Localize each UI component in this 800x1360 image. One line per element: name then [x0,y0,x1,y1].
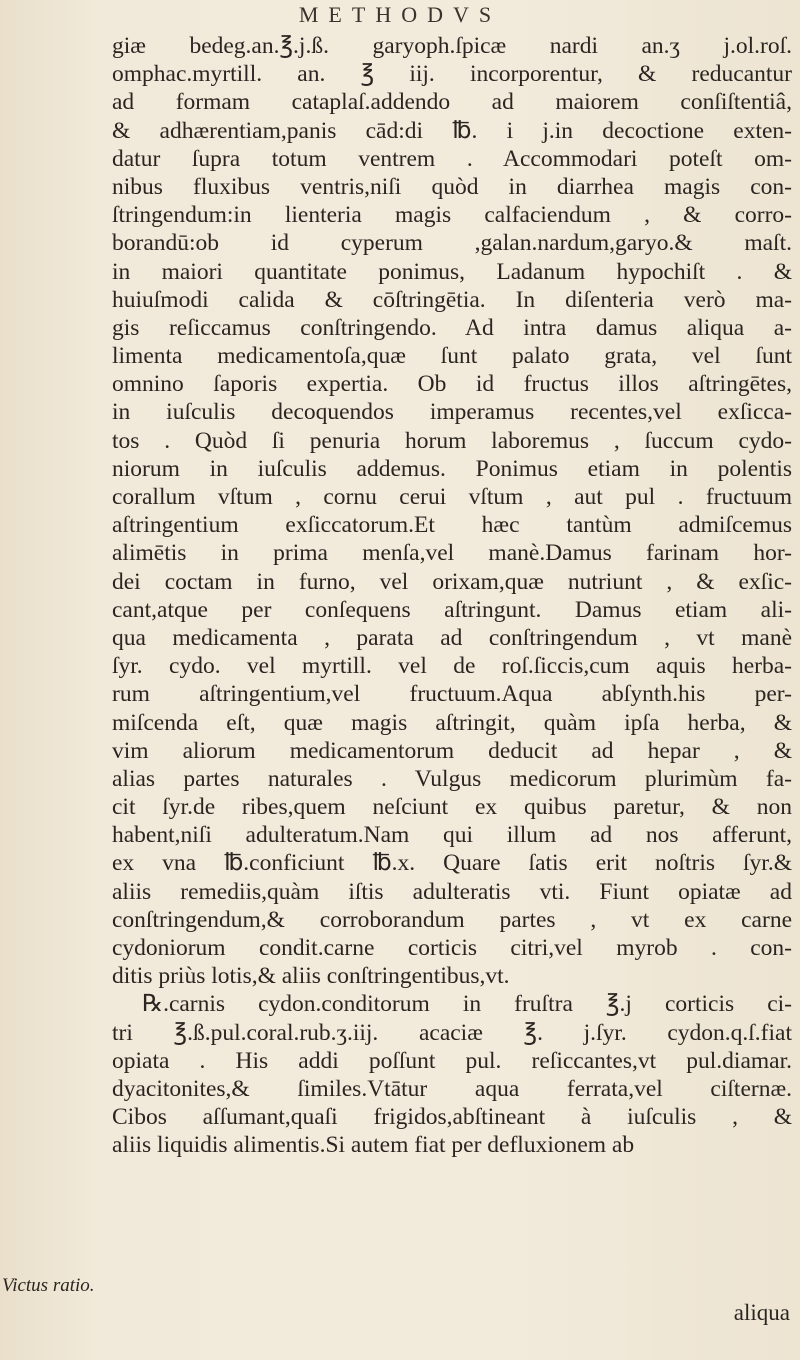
text-line: corallum vſtum , cornu cerui vſtum , aut pul . fructuum [112,484,792,510]
text-line: dyacitonites,& ſimiles.Vtātur aqua ferrata,vel ciſternæ. [112,1075,792,1102]
text-line: rum aſtringentium,vel fructuum.Aqua abſynth.his per- [112,681,792,708]
text-line: cant,atque per conſequens aſtringunt. Damus etiam ali- [112,596,792,623]
text-line: conſtringendum,& corroborandum partes , vt ex carne [112,906,792,933]
text-line: ex vna ℔.conficiunt ℔.x. Quare ſatis erit noſtris ſyr.& [112,850,792,877]
text-line: Cibos aſſumant,quaſi frigidos,abſtineant à iuſculis , & [112,1104,792,1131]
text-line: in maiori quantitate ponimus, Ladanum hypochiſt . & [112,258,792,285]
text-line: huiuſmodi calida & cōſtringētia. In diſenteria verò ma- [112,286,792,313]
text-line: cit ſyr.de ribes,quem neſciunt ex quibus paretur, & non [112,794,792,821]
text-line: cydoniorum condit.carne corticis citri,vel myrob . con- [112,935,792,961]
text-line: vim aliorum medicamentorum deducit ad hepar , & [112,737,792,764]
text-line: nibus fluxibus ventris,niſi quòd in diarrhea magis con- [112,173,792,200]
text-line: aſtringentium exſiccatorum.Et hæc tantùm admiſcemus [112,512,792,539]
text-line: aliis remediis,quàm iſtis adulteratis vti. Fiunt opiatæ ad [112,878,792,905]
text-line: ſyr. cydo. vel myrtill. vel de roſ.ſiccis,cum aquis herba- [112,653,792,680]
text-line: gis reſiccamus conſtringendo. Ad intra damus aliqua a- [112,314,792,341]
text-line: aliis liquidis alimentis.Si autem fiat per defluxionem ab [112,1132,635,1159]
text-line: niorum in iuſculis addemus. Ponimus etiam in polentis [112,455,792,482]
text-line: ditis priùs lotis,& aliis conſtringentibus,vt. [112,963,510,990]
text-line: tri ℥.ß.pul.coral.rub.ʒ.iij. acaciæ ℥. j.ſyr. cydon.q.ſ.fiat [112,1019,792,1046]
text-line: alimētis in prima menſa,vel manè.Damus farinam hor- [112,540,792,567]
text-line: alias partes naturales . Vulgus medicorum plurimùm fa- [112,765,792,792]
text-line: opiata . His addi poſſunt pul. reſiccantes,vt pul.diamar. [112,1047,792,1074]
text-line: giæ bedeg.an.℥.j.ß. garyoph.ſpicæ nardi an.ʒ j.ol.roſ. [112,33,792,59]
text-line: miſcenda eſt, quæ magis aſtringit, quàm ipſa herba, & [112,709,792,736]
text-line: & adhærentiam,panis cād:di ℔. i j.in decoctione exten- [112,117,792,144]
text-line: limenta medicamentoſa,quæ ſunt palato grata, vel ſunt [112,343,792,370]
text-line: ℞.carnis cydon.conditorum in fruſtra ℥.j corticis ci- [142,991,792,1018]
text-line: omphac.myrtill. an. ℥ iij. incorporentur, & reducantur [112,61,792,88]
main-text-block [112,32,792,1160]
text-line: datur ſupra totum ventrem . Accommodari poteſt om- [112,145,792,172]
text-line: tos . Quòd ſi penuria horum laboremus , ſuccum cydo- [112,427,792,454]
text-line: ſtringendum:in lienteria magis calfaciendum , & corro- [112,202,792,229]
running-head: METHODVS [298,2,502,27]
text-line: borandū:ob id cyperum ,galan.nardum,garyo.& maſt. [112,230,792,257]
text-line: qua medicamenta , parata ad conſtringendum , vt manè [112,624,792,651]
text-line: omnino ſaporis expertia. Ob id fructus illos aſtringētes, [112,371,792,398]
catchword: aliqua [733,1300,790,1325]
text-line: dei coctam in furno, vel orixam,quæ nutriunt , & exſic- [112,568,792,595]
text-line: ad formam cataplaſ.addendo ad maiorem conſiſtentiâ, [112,89,792,116]
text-line: in iuſculis decoquendos imperamus recentes,vel exſicca- [112,399,792,426]
marginal-note: Victus ratio. [2,1275,95,1296]
text-line: habent,niſi adulteratum.Nam qui illum ad nos afferunt, [112,822,792,849]
